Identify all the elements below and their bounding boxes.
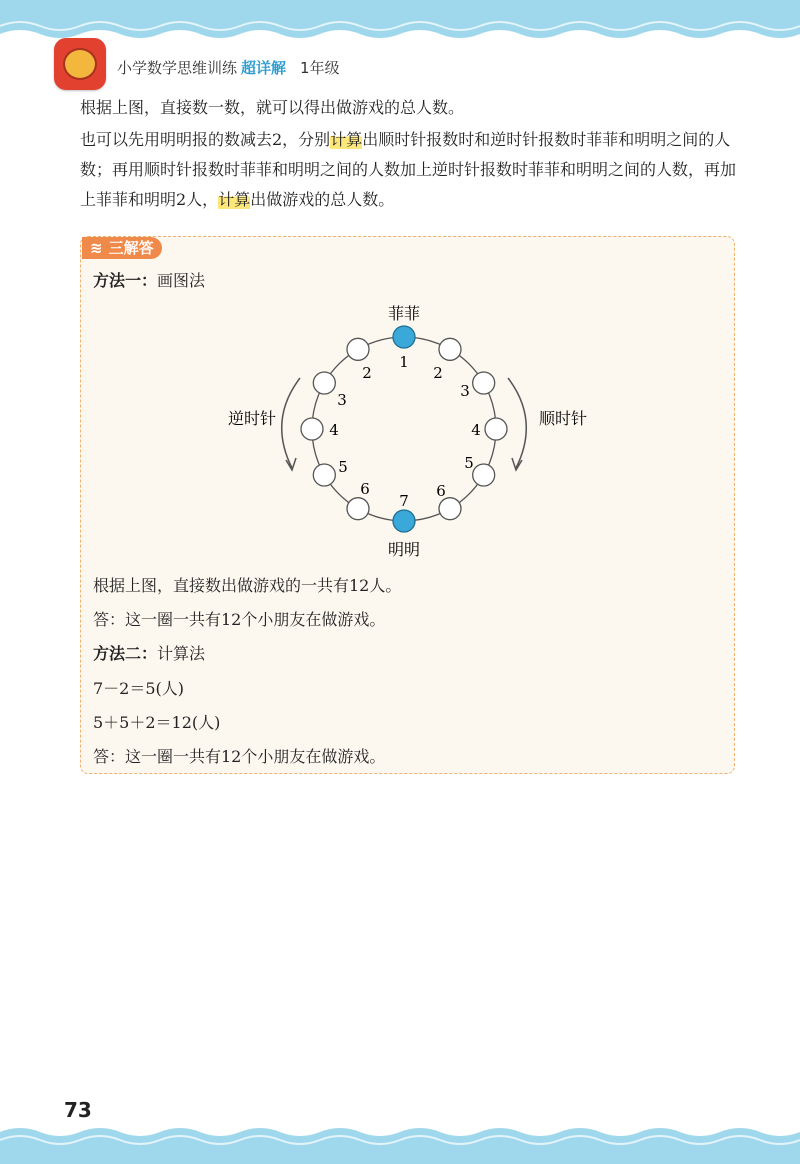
answer-tag-label: 三解答 xyxy=(108,239,154,257)
highlighted-child-dot xyxy=(393,510,415,532)
child-dot xyxy=(313,464,335,486)
right-number: 5 xyxy=(464,454,474,472)
bottom-wave-decoration xyxy=(0,1122,800,1164)
running-header xyxy=(117,57,340,78)
counterclockwise-label: 逆时针 xyxy=(227,409,277,428)
method-1-heading xyxy=(93,270,205,292)
left-number: 6 xyxy=(360,480,370,498)
left-number: 2 xyxy=(362,364,372,382)
highlighted-child-dot xyxy=(393,326,415,348)
left-number: 3 xyxy=(337,391,347,409)
child-dot xyxy=(473,372,495,394)
method-1-answer: 答：这一圈一共有12个小朋友在做游戏。 xyxy=(93,610,386,629)
right-number: 2 xyxy=(433,364,443,382)
method-1-result: 根据上图，直接数出做游戏的一共有12人。 xyxy=(93,576,402,595)
method-2-name: 计算法 xyxy=(157,644,206,663)
method-1-title: 方法一： xyxy=(93,271,158,290)
badge-emblem xyxy=(63,48,97,80)
clockwise-arrow xyxy=(508,378,526,468)
child-dot xyxy=(347,338,369,360)
clockwise-label: 顺时针 xyxy=(538,409,588,428)
child-dot xyxy=(439,338,461,360)
child-dot xyxy=(347,498,369,520)
counterclockwise-arrow xyxy=(282,378,300,468)
intro-p2-part2: 出顺时针报数时和逆时针报数时菲菲和明明之间的人数；再用顺时针报数时菲菲和明明之间的人数加上逆时针报数时菲菲和明明之间的人数，再加上菲菲和明明2人， xyxy=(80,130,737,209)
feifei-label: 菲菲 xyxy=(387,304,421,323)
method-2-answer: 答：这一圈一共有12个小朋友在做游戏。 xyxy=(93,747,386,766)
child-dot xyxy=(313,372,335,394)
child-dot xyxy=(301,418,323,440)
number-bottom: 7 xyxy=(399,492,409,510)
child-dot xyxy=(473,464,495,486)
wave-icon: ≋ xyxy=(90,239,103,257)
equation-2: 5＋5＋2＝12(人) xyxy=(93,713,221,732)
intro-p2-part1: 也可以先用明明报的数减去2，分别 xyxy=(80,130,331,149)
right-number: 3 xyxy=(460,382,470,400)
child-dot xyxy=(439,498,461,520)
highlight-calc-1: 计算 xyxy=(330,130,363,149)
child-dot xyxy=(485,418,507,440)
book-title: 小学数学思维训练 xyxy=(117,59,238,77)
method-1-name: 画图法 xyxy=(157,271,206,290)
right-number: 6 xyxy=(436,482,446,500)
method-2-title: 方法二： xyxy=(93,644,158,663)
highlight-calc-2: 计算 xyxy=(218,190,251,209)
bottom-decorative-band xyxy=(0,1122,800,1164)
number-top: 1 xyxy=(399,353,409,371)
circle-diagram xyxy=(200,295,620,575)
book-title-accent: 超详解 xyxy=(241,59,287,77)
book-badge-icon xyxy=(54,38,106,90)
grade-label: 1年级 xyxy=(300,59,340,77)
mingming-label: 明明 xyxy=(387,540,421,559)
left-number: 4 xyxy=(329,421,339,439)
left-number: 5 xyxy=(338,458,348,476)
page-number: 73 xyxy=(64,1098,92,1122)
intro-paragraph-2 xyxy=(80,125,745,215)
top-wave-decoration xyxy=(0,0,800,46)
method-2-heading xyxy=(93,643,205,665)
equation-1: 7－2＝5(人) xyxy=(93,679,185,698)
answer-tag xyxy=(82,237,162,259)
intro-p2-part3: 出做游戏的总人数。 xyxy=(250,190,395,209)
right-number: 4 xyxy=(471,421,481,439)
intro-line-1: 根据上图，直接数一数，就可以得出做游戏的总人数。 xyxy=(80,98,465,117)
top-decorative-band xyxy=(0,0,800,46)
